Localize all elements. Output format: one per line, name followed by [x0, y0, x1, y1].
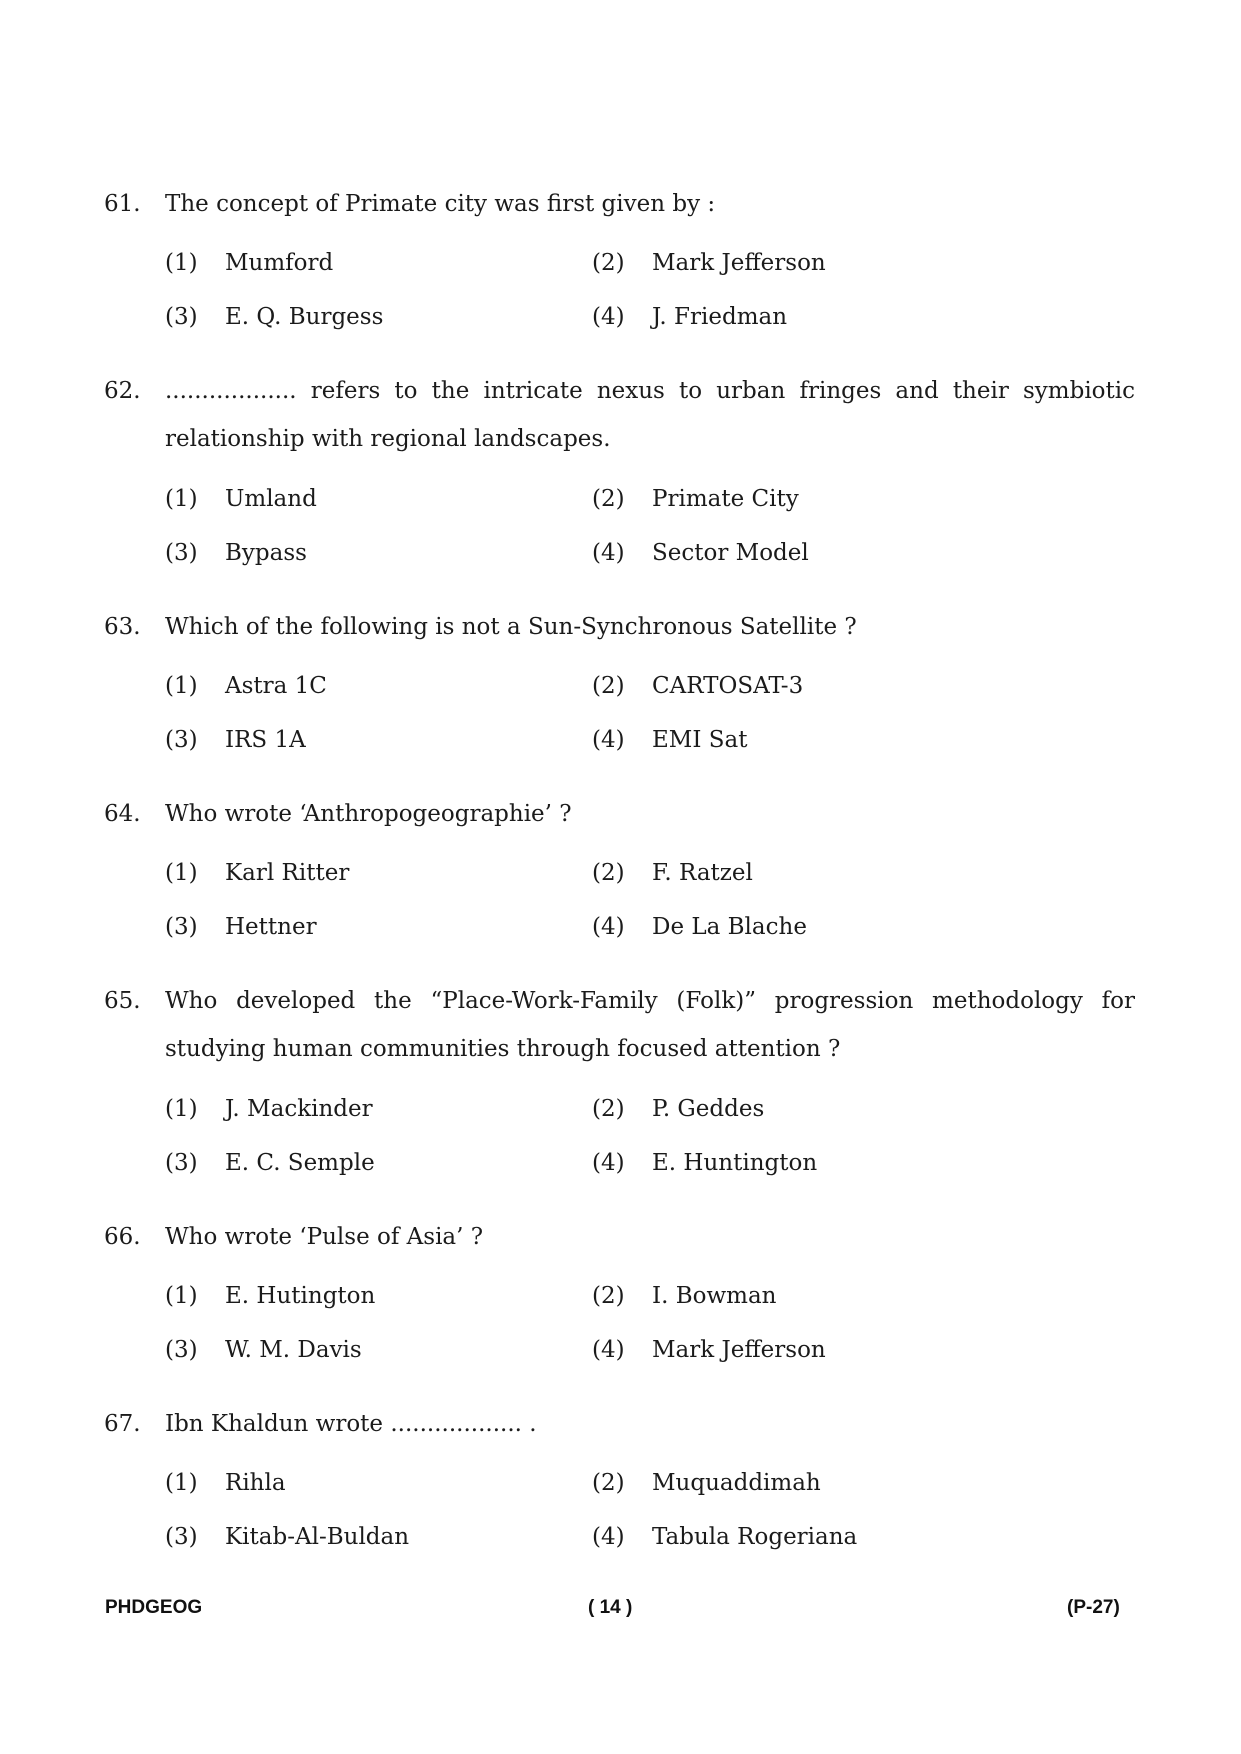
question-text: Who wrote ‘Anthropogeographie’ ? [165, 801, 572, 827]
option-text: IRS 1A [225, 727, 306, 753]
option-text: Primate City [652, 486, 799, 512]
footer-page-number: ( 14 ) [588, 1597, 633, 1618]
option-text: Astra 1C [225, 673, 327, 699]
question-number: 64. [104, 801, 141, 827]
option-text: E. Huntington [652, 1150, 818, 1176]
option-number: (4) [592, 1337, 625, 1363]
option-text: Karl Ritter [225, 860, 350, 886]
option-text: I. Bowman [652, 1283, 777, 1309]
option-number: (4) [592, 727, 625, 753]
option-number: (1) [165, 1096, 198, 1122]
option-number: (1) [165, 1470, 198, 1496]
option-number: (1) [165, 860, 198, 886]
option-text: Umland [225, 486, 317, 512]
footer-set-code: (P-27) [1067, 1597, 1120, 1618]
option-number: (2) [592, 250, 625, 276]
question-text: Who developed the “Place-Work-Family (Folk)” progression methodology for studying human communities through focused attention ? [165, 988, 1135, 1062]
option-text: Bypass [225, 540, 307, 566]
question-number: 65. [104, 988, 141, 1014]
option-number: (3) [165, 540, 198, 566]
question-text: The concept of Primate city was first given by : [165, 191, 716, 217]
question-number: 63. [104, 614, 141, 640]
option-number: (2) [592, 1470, 625, 1496]
option-text: W. M. Davis [225, 1337, 362, 1363]
option-text: Rihla [225, 1470, 286, 1496]
option-number: (2) [592, 1096, 625, 1122]
option-text: Sector Model [652, 540, 809, 566]
option-number: (1) [165, 1283, 198, 1309]
option-text: Muquaddimah [652, 1470, 821, 1496]
option-number: (1) [165, 486, 198, 512]
question-text: Ibn Khaldun wrote .................. . [165, 1411, 537, 1437]
option-number: (1) [165, 250, 198, 276]
option-text: CARTOSAT-3 [652, 673, 804, 699]
option-text: F. Ratzel [652, 860, 753, 886]
option-text: EMI Sat [652, 727, 748, 753]
option-text: E. Q. Burgess [225, 304, 384, 330]
option-text: J. Friedman [652, 304, 788, 330]
option-text: Mark Jefferson [652, 1337, 826, 1363]
question-number: 67. [104, 1411, 141, 1437]
option-text: E. Hutington [225, 1283, 376, 1309]
question-text: Who wrote ‘Pulse of Asia’ ? [165, 1224, 484, 1250]
option-number: (4) [592, 1150, 625, 1176]
option-text: Mumford [225, 250, 334, 276]
option-number: (3) [165, 914, 198, 940]
option-number: (4) [592, 914, 625, 940]
option-number: (2) [592, 860, 625, 886]
option-number: (3) [165, 1524, 198, 1550]
question-text: Which of the following is not a Sun-Synchronous Satellite ? [165, 614, 857, 640]
option-number: (2) [592, 673, 625, 699]
option-text: Mark Jefferson [652, 250, 826, 276]
option-text: P. Geddes [652, 1096, 765, 1122]
option-number: (3) [165, 304, 198, 330]
option-number: (1) [165, 673, 198, 699]
option-number: (3) [165, 1150, 198, 1176]
question-number: 62. [104, 378, 141, 404]
option-text: De La Blache [652, 914, 807, 940]
option-number: (4) [592, 304, 625, 330]
question-text: .................. refers to the intricate nexus to urban fringes and their symbiotic relationship with regional landscapes. [165, 378, 1135, 452]
option-text: Tabula Rogeriana [652, 1524, 858, 1550]
option-number: (4) [592, 1524, 625, 1550]
option-number: (4) [592, 540, 625, 566]
option-text: E. C. Semple [225, 1150, 375, 1176]
question-number: 61. [104, 191, 141, 217]
question-number: 66. [104, 1224, 141, 1250]
option-number: (3) [165, 1337, 198, 1363]
option-text: Kitab-Al-Buldan [225, 1524, 410, 1550]
option-text: J. Mackinder [225, 1096, 373, 1122]
footer-paper-code: PHDGEOG [105, 1597, 203, 1618]
option-text: Hettner [225, 914, 317, 940]
option-number: (2) [592, 486, 625, 512]
option-number: (3) [165, 727, 198, 753]
option-number: (2) [592, 1283, 625, 1309]
